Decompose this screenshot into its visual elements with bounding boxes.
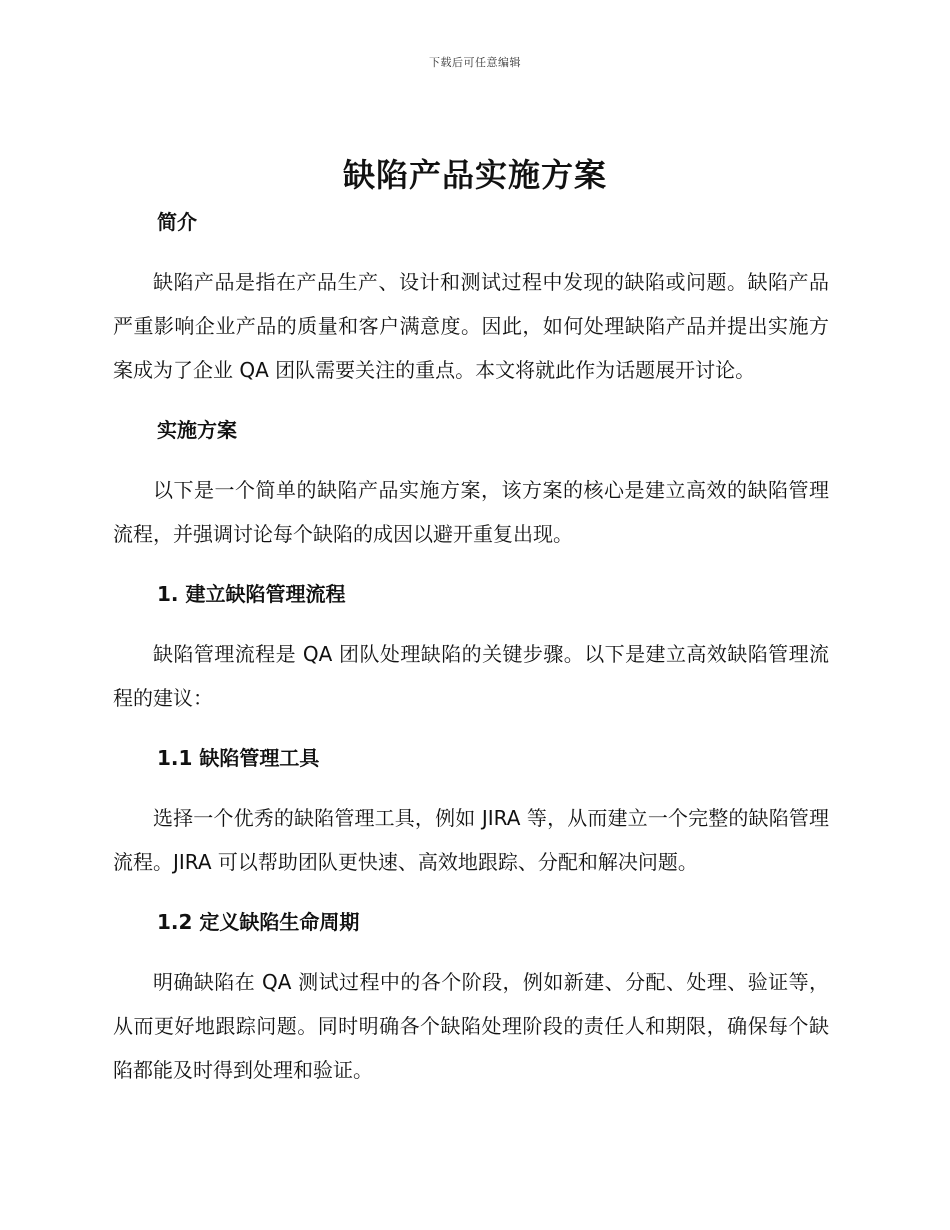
section-paragraph-plan: 以下是一个简单的缺陷产品实施方案，该方案的核心是建立高效的缺陷管理流程，并强调讨论每个缺陷的成因以避开重复出现。 (113, 478, 829, 546)
section-heading-1-1: 1.1 缺陷管理工具 (157, 746, 320, 770)
section-paragraph-1-1: 选择一个优秀的缺陷管理工具，例如 JIRA 等，从而建立一个完整的缺陷管理流程。JIRA 可以帮助团队更快速、高效地跟踪、分配和解决问题。 (113, 806, 829, 874)
section-heading-intro: 简介 (157, 210, 197, 234)
section-paragraph-1-2: 明确缺陷在 QA 测试过程中的各个阶段，例如新建、分配、处理、验证等，从而更好地跟踪问题。同时明确各个缺陷处理阶段的责任人和期限，确保每个缺陷都能及时得到处理和验证。 (113, 970, 829, 1082)
header-note: 下载后可任意编辑 (429, 56, 521, 69)
section-heading-plan: 实施方案 (157, 418, 237, 442)
section-paragraph-intro: 缺陷产品是指在产品生产、设计和测试过程中发现的缺陷或问题。缺陷产品严重影响企业产品的质量和客户满意度。因此，如何处理缺陷产品并提出实施方案成为了企业 QA 团队需要关注的重点。本文将就此作为话题展开讨论。 (113, 270, 829, 382)
section-heading-1: 1. 建立缺陷管理流程 (157, 582, 346, 606)
document-body (113, 200, 829, 1092)
document-title: 缺陷产品实施方案 (342, 156, 607, 194)
section-paragraph-1: 缺陷管理流程是 QA 团队处理缺陷的关键步骤。以下是建立高效缺陷管理流程的建议： (113, 642, 829, 710)
section-heading-1-2: 1.2 定义缺陷生命周期 (157, 910, 360, 934)
